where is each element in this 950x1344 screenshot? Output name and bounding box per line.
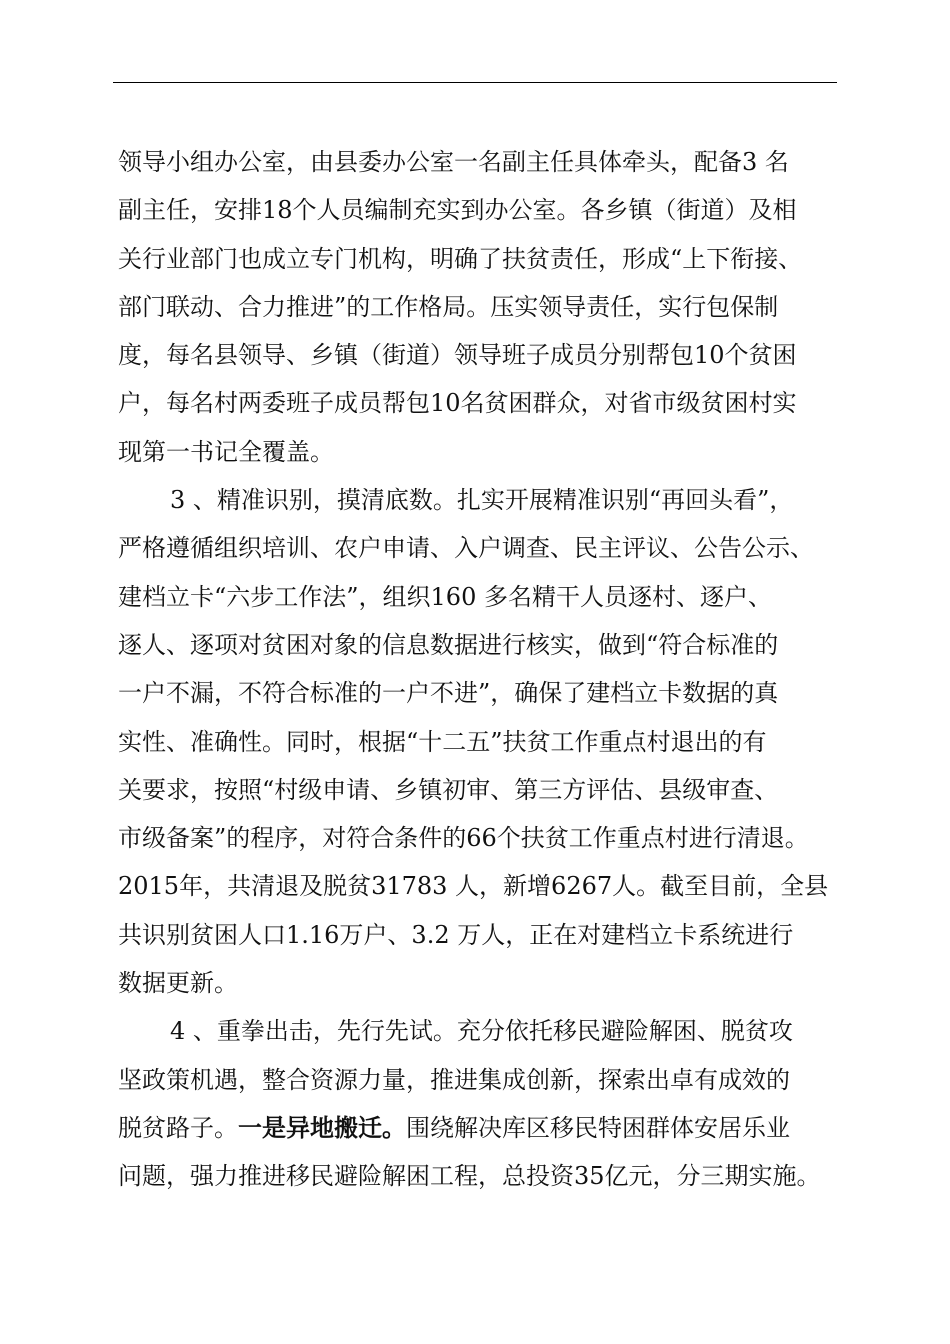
text-line: 数据更新。 bbox=[118, 969, 238, 998]
text-line: 副主任，安排18个人员编制充实到办公室。各乡镇（街道）及相 bbox=[118, 196, 797, 225]
text-line: 关行业部门也成立专门机构，明确了扶贫责任，形成“上下衔接、 bbox=[118, 244, 803, 273]
text-line: 2015年，共清退及脱贫31783 人，新增6267人。截至目前，全县 bbox=[118, 872, 829, 901]
text-line: 逐人、逐项对贫困对象的信息数据进行核实，做到“符合标准的 bbox=[118, 630, 779, 659]
paragraph-4-first-line: 4 、重拳出击，先行先试。充分依托移民避险解困、脱贫攻 bbox=[170, 1017, 793, 1046]
text-line: 关要求，按照“村级申请、乡镇初审、第三方评估、县级审查、 bbox=[118, 775, 779, 804]
text-line-mixed bbox=[118, 1104, 843, 1152]
text-line: 问题，强力推进移民避险解困工程，总投资35亿元，分三期实施。 bbox=[118, 1162, 821, 1191]
bold-heading-run: 一是异地搬迁。 bbox=[238, 1113, 406, 1142]
text-line: 坚政策机遇，整合资源力量，推进集成创新，探索出卓有成效的 bbox=[118, 1065, 790, 1094]
text-run: 围绕解决库区移民特困群体安居乐业 bbox=[406, 1113, 790, 1142]
text-line: 领导小组办公室，由县委办公室一名副主任具体牵头，配备3 名 bbox=[118, 148, 789, 176]
text-line: 现第一书记全覆盖。 bbox=[118, 437, 334, 466]
paragraph-3-first-line: 3 、精准识别，摸清底数。扎实开展精准识别“再回头看”， bbox=[170, 486, 794, 515]
text-run: 脱贫路子。 bbox=[118, 1113, 238, 1142]
text-line: 实性、准确性。同时，根据“十二五”扶贫工作重点村退出的有 bbox=[118, 727, 767, 756]
body-text bbox=[118, 138, 843, 1201]
text-line: 建档立卡“六步工作法”，组织160 多名精干人员逐村、逐户、 bbox=[118, 582, 772, 611]
text-line: 市级备案”的程序，对符合条件的66个扶贫工作重点村进行清退。 bbox=[118, 824, 809, 853]
text-line: 严格遵循组织培训、农户申请、入户调查、民主评议、公告公示、 bbox=[118, 534, 814, 563]
text-line: 部门联动、合力推进”的工作格局。压实领导责任，实行包保制 bbox=[118, 292, 779, 321]
text-line: 度，每名县领导、乡镇（街道）领导班子成员分别帮包10个贫困 bbox=[118, 341, 797, 370]
text-line: 一户不漏，不符合标准的一户不进”，确保了建档立卡数据的真 bbox=[118, 679, 779, 708]
text-line: 共识别贫困人口1.16万户、3.2 万人，正在对建档立卡系统进行 bbox=[118, 920, 794, 949]
header-rule bbox=[113, 82, 837, 83]
text-line: 户，每名村两委班子成员帮包10名贫困群众，对省市级贫困村实 bbox=[118, 389, 797, 418]
